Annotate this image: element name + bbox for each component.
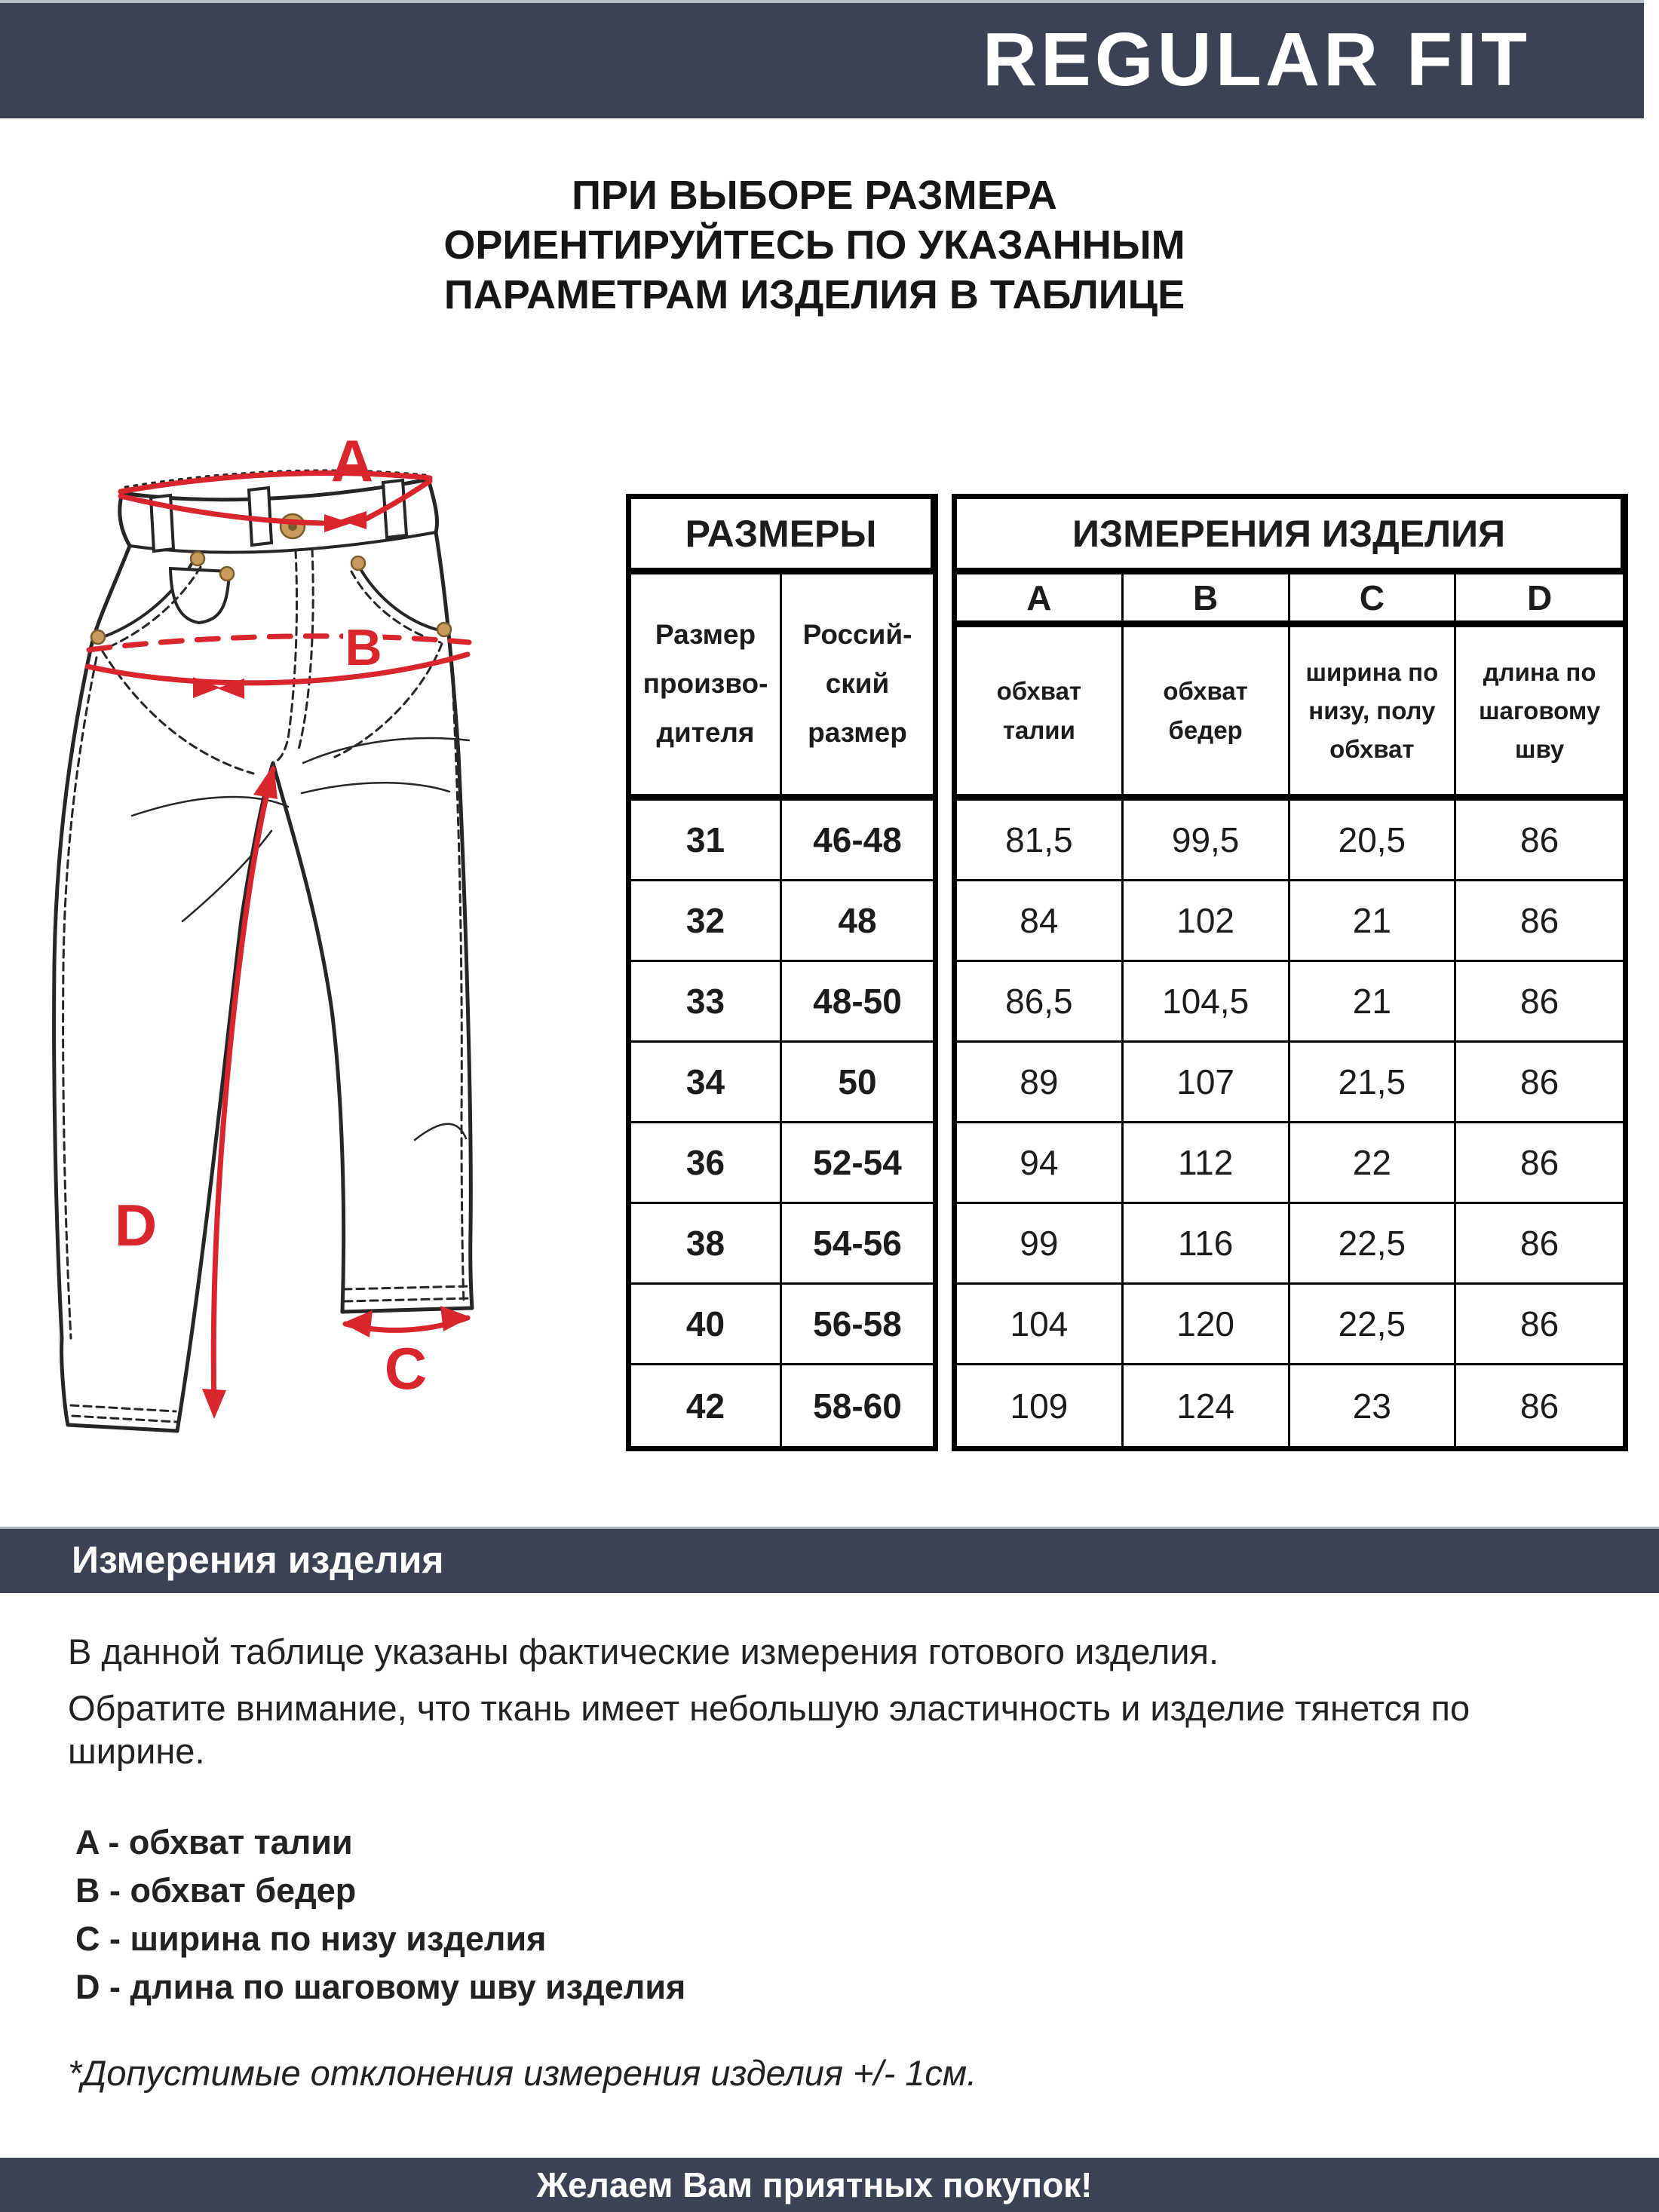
table-cell: 32: [631, 881, 782, 962]
table-cell: 36: [631, 1123, 782, 1204]
description-paragraph: Обратите внимание, что ткань имеет небольшую эластичность и изделие тянется по ширине.: [68, 1688, 1470, 1771]
table-cell: 86: [1520, 1386, 1559, 1426]
legend-item: B - обхват бедер: [75, 1871, 357, 1910]
table-cell: 86: [1456, 801, 1623, 881]
table-cell: 86: [1456, 1043, 1623, 1123]
col-header-manufacturer-size: Размер произво- дителя: [631, 574, 782, 801]
table-cell: 22: [1290, 1123, 1457, 1204]
table-cell: 40: [631, 1285, 782, 1365]
intro-heading-line: ПАРАМЕТРАМ ИЗДЕЛИЯ В ТАБЛИЦЕ: [443, 272, 1185, 317]
table-cell: 86: [1456, 1123, 1623, 1204]
col-header-inseam: длина по шаговому шву: [1456, 627, 1623, 801]
page-title: REGULAR FIT: [982, 17, 1531, 102]
diagram-label-a: A: [330, 437, 374, 494]
table-cell: 48-50: [782, 962, 933, 1043]
measurements-table-header: ИЗМЕРЕНИЯ ИЗДЕЛИЯ: [957, 499, 1623, 574]
table-cell: 50: [782, 1043, 933, 1123]
table-cell: 31: [631, 801, 782, 881]
table-cell: 42: [631, 1365, 782, 1446]
col-letter-b: B: [1124, 574, 1290, 627]
table-cell: 22,5: [1290, 1204, 1457, 1285]
table-cell: 124: [1124, 1365, 1290, 1446]
table-cell: 104: [957, 1285, 1124, 1365]
col-header-waist: обхват талии: [957, 627, 1124, 801]
sizes-table: [626, 494, 938, 1451]
col-header-hips: обхват бедер: [1124, 627, 1290, 801]
col-letter-a: A: [957, 574, 1124, 627]
table-cell: 86: [1456, 1204, 1623, 1285]
table-cell: 86: [1456, 1285, 1623, 1365]
diagram-label-c: C: [384, 1335, 428, 1402]
table-cell: 86: [1456, 962, 1623, 1043]
col-header-leg-opening: ширина по низу, полу обхват: [1290, 627, 1457, 801]
table-cell: 109: [957, 1365, 1124, 1446]
table-cell: 38: [631, 1204, 782, 1285]
intro-heading-line: ОРИЕНТИРУЙТЕСЬ ПО УКАЗАННЫМ: [443, 222, 1185, 268]
table-cell: 23: [1290, 1365, 1457, 1446]
col-header-russian-size: Россий- ский размер: [782, 574, 933, 801]
table-cell: 120: [1124, 1285, 1290, 1365]
table-cell: 84: [957, 881, 1124, 962]
table-cell: 54-56: [782, 1204, 933, 1285]
diagram-label-d: D: [114, 1192, 158, 1258]
table-cell: 86,5: [957, 962, 1124, 1043]
tolerance-footnote: *Допустимые отклонения измерения изделия +/- 1см.: [68, 2053, 977, 2093]
table-cell: 94: [957, 1123, 1124, 1204]
table-cell: 33: [631, 962, 782, 1043]
table-cell: 86: [1456, 881, 1623, 962]
table-cell: 22,5: [1290, 1285, 1457, 1365]
footer-bar: [0, 2158, 1659, 2212]
table-cell: 58-60: [813, 1386, 902, 1426]
table-cell: 112: [1124, 1123, 1290, 1204]
measurement-legend: [75, 1818, 685, 2011]
table-cell: 56-58: [782, 1285, 933, 1365]
table-cell: 116: [1124, 1204, 1290, 1285]
header-bar: [0, 0, 1644, 118]
table-cell: 102: [1124, 881, 1290, 962]
diagram-label-b: B: [345, 619, 382, 676]
description-paragraph: В данной таблице указаны фактические измерения готового изделия.: [68, 1631, 1219, 1671]
band-title: Измерения изделия: [72, 1539, 444, 1581]
table-cell: 46-48: [782, 801, 933, 881]
table-cell: 48: [782, 881, 933, 962]
legend-item: A - обхват талии: [75, 1823, 353, 1861]
table-cell: 104,5: [1124, 962, 1290, 1043]
table-cell: 89: [957, 1043, 1124, 1123]
table-cell: 52-54: [782, 1123, 933, 1204]
table-cell: 20,5: [1290, 801, 1457, 881]
table-cell: 107: [1124, 1043, 1290, 1123]
col-letter-c: C: [1290, 574, 1457, 627]
description: [68, 1630, 1591, 1772]
legend-item: D - длина по шаговому шву изделия: [75, 1968, 686, 2006]
table-cell: 99,5: [1124, 801, 1290, 881]
table-cell: 99: [957, 1204, 1124, 1285]
col-letter-d: D: [1456, 574, 1623, 627]
legend-item: C - ширина по низу изделия: [75, 1919, 547, 1958]
footer-message: Желаем Вам приятных покупок!: [536, 2165, 1093, 2204]
intro-heading: [15, 170, 1614, 320]
table-cell: 34: [631, 1043, 782, 1123]
sizes-table-header: РАЗМЕРЫ: [631, 499, 933, 574]
table-cell: 21,5: [1290, 1043, 1457, 1123]
table-cell: 21: [1290, 962, 1457, 1043]
measurements-band: [0, 1527, 1659, 1593]
intro-heading-line: ПРИ ВЫБОРЕ РАЗМЕРА: [572, 173, 1057, 218]
table-cell: 81,5: [957, 801, 1124, 881]
jeans-diagram: [23, 437, 550, 1455]
table-cell: 21: [1290, 881, 1457, 962]
measurements-table: [952, 494, 1628, 1451]
